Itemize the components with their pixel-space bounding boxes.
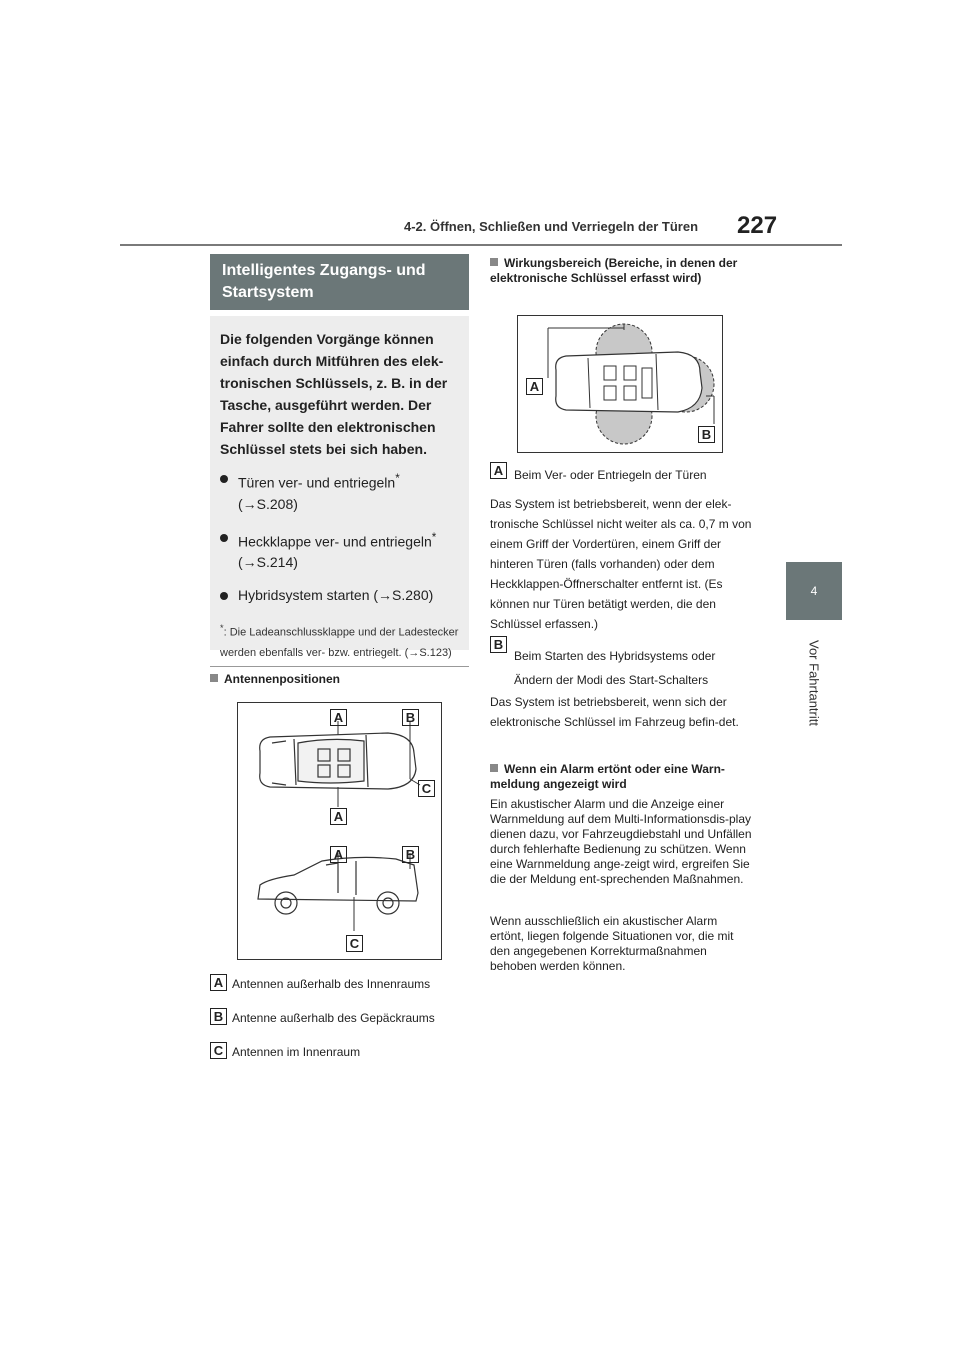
box-body [210,316,469,659]
label-c-top: C [418,780,435,797]
legend-text: Antennen im Innenraum [232,1045,361,1059]
chapter-title [784,640,844,760]
chapter-tab: 4 [786,562,842,620]
item-a-text: Das System ist betriebsbereit, wenn der elek-tronische Schlüssel nicht weiter als ca. 0,7 m von einem Griff der Vordertüren, einem Griff der hinteren Türen (falls vorhanden) oder dem Heckklappen-Öffnerschalter entfernt ist. (Es können nur Türen betätigt werden, die den Schlüssel erfassen.) [490,497,752,631]
bullet-dot-icon [220,592,228,600]
square-bullet-icon [490,764,498,772]
item-title-text: Beim Ver- oder Entriegeln der Türen [514,468,707,482]
alarm-paragraph-2: Wenn ausschließlich ein akustischer Alarm ertönt, liegen folgende Situationen vor, die mit den angegebenen Korrekturmaßnahmen behoben werden können. [490,914,734,973]
heading-text: Wirkungsbereich (Bereiche, in denen der elektronische Schlüssel erfasst wird) [490,256,738,285]
square-bullet-icon [490,258,498,266]
legend-key: B [210,1008,227,1025]
section-title: 4-2. Öffnen, Schließen und Verriegeln der Türen [404,219,699,234]
item-title-text: Beim Starten des Hybridsystems oder Ändern der Modi des Start-Schalters [514,649,716,687]
legend-b [210,1008,470,1026]
label-a-top: A [330,709,347,726]
legend-key: C [210,1042,227,1059]
square-bullet-icon [210,674,218,682]
heading-text: Wenn ein Alarm ertönt oder eine Warn-meldung angezeigt wird [490,762,725,791]
bullet-tailgate [220,527,461,574]
header-rule [120,244,842,246]
bullet-star: * [431,530,437,544]
car-range-diagram [518,316,722,452]
bullet-text: Heckklappe ver- und entriegeln [238,533,432,550]
alarm-paragraph-1: Ein akustischer Alarm und die Anzeige einer Warnmeldung auf dem Multi-Informationsdis-play dienen dazu, vor Fahrzeugdiebstahl und Unfällen durch fehlerhafte Bedienung zu schützen. Wenn eine Warnmeldung ange-zeigt wird, ergreifen Sie die der Meldung ent-sprechenden Maßnahmen. [490,797,752,886]
label-b-top: B [402,709,419,726]
footnote [220,618,461,663]
label-a-bottom: A [330,808,347,825]
bullet-text: Türen ver- und entriegeln [238,474,396,491]
item-a-title [490,462,750,480]
legend-key: A [210,974,227,991]
label-b-side: B [402,846,419,863]
car-antenna-diagram [238,703,441,959]
bullet-hybrid [220,585,461,606]
range-label-b: B [698,426,715,443]
range-figure [517,315,723,453]
bullet-ref[interactable]: (→S.208) [238,495,298,512]
legend-text: Antenne außerhalb des Gepäckraums [232,1011,435,1025]
bullet-doors [220,468,461,515]
section-rule [210,666,469,667]
bullet-ref[interactable]: (→S.214) [238,554,298,571]
range-label-a: A [526,378,543,395]
heading-alarm [490,762,752,792]
footnote-mark: * [220,623,224,634]
legend-text: Antennen außerhalb des Innenraums [232,977,431,991]
antenna-figure [237,702,442,960]
heading-text: Antennenpositionen [224,672,340,686]
item-b-title [490,636,752,687]
legend-key: B [490,636,507,653]
heading-range [490,256,745,286]
bullet-text[interactable]: Hybridsystem starten (→S.280) [238,587,434,604]
chapter-title-text: Vor Fahrtantritt [806,640,822,726]
label-a-side: A [330,846,347,863]
label-c-side: C [346,935,363,952]
bullet-dot-icon [220,534,228,542]
legend-c [210,1042,470,1060]
footnote-text: : Die Ladeanschlussklappe und der Ladestecker werden ebenfalls ver- bzw. entriegelt. (→S.123) [220,626,459,659]
bullet-star: * [395,472,400,485]
box-title: Intelligentes Zugangs- und Startsystem [210,254,469,310]
page-number: 227 [737,212,778,239]
item-b-text: Das System ist betriebsbereit, wenn sich der elektronische Schlüssel im Fahrzeug befin-det. [490,695,739,729]
heading-antenna-positions [210,672,470,687]
intro-text: Die folgenden Vorgänge können einfach durch Mitführen des elek-tronischen Schlüssels, z. B. in der Tasche, ausgeführt werden. Der Fahrer sollte den elektronischen Schlüssel stets bei sich haben. [220,331,448,457]
legend-key: A [490,462,507,479]
legend-a [210,974,470,992]
bullet-dot-icon [220,475,228,483]
